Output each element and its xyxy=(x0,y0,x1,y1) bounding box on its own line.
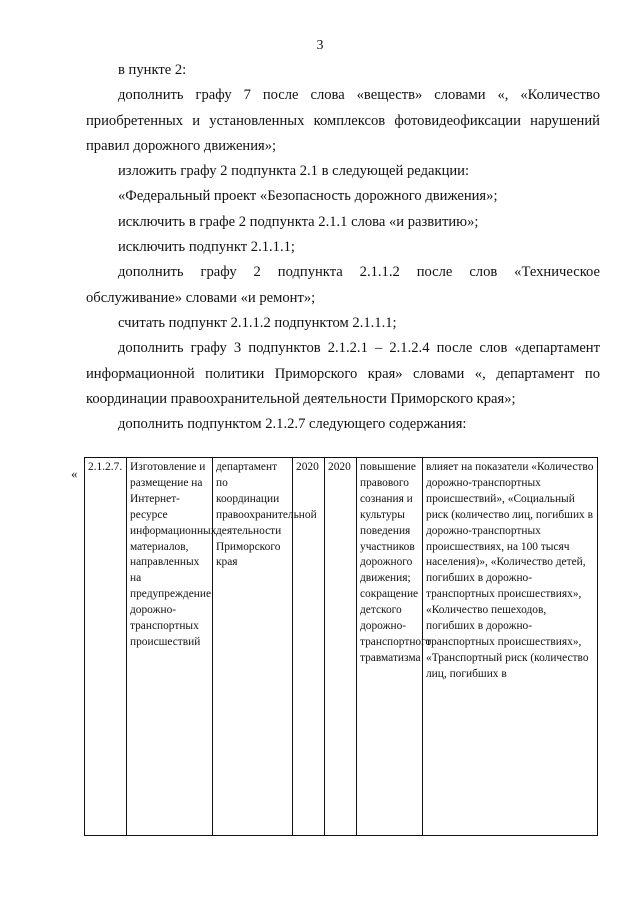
paragraph-exclude-words: исключить в графе 2 подпункта 2.1.1 слова «и развитию»; xyxy=(118,213,479,230)
paragraph-add-department: дополнить графу 3 подпунктов 2.1.2.1 – 2.1.2.4 после слов «департамент информационной политики Приморского края» словами «, департамент по координации правоохранительной деятельности Приморского края»; xyxy=(86,340,600,407)
cell-executor: департамент по координации правоохранительной деятельности Приморского края xyxy=(213,458,293,836)
cell-result: повышение правового сознания и культуры поведения участников дорожного движения; сокращение детского дорожно-транспортного травматизма xyxy=(357,458,423,836)
paragraph-add-repair: дополнить графу 2 подпункта 2.1.1.2 после слов «Техническое обслуживание» словами «и ремонт»; xyxy=(86,264,600,306)
paragraph-renumber: считать подпункт 2.1.1.2 подпунктом 2.1.1.1; xyxy=(118,314,397,331)
cell-impact: влияет на показатели «Количество дорожно-транспортных происшествий», «Социальный риск (количество лиц, погибших в дорожно-транспортных происшествиях, на 100 тысяч населения)», «Количество детей, погибших в дорожно-транспортных происшествиях», «Количество пешеходов, погибших в дорожно-транспортных происшествиях», «Транспортный риск (количество лиц, погибших в xyxy=(423,458,598,836)
paragraph-item-2: в пункте 2: xyxy=(118,62,187,78)
table-row xyxy=(85,458,598,836)
paragraph-column-7: дополнить графу 7 после слова «веществ» словами «, «Количество приобретенных и установленных комплексов фотовидеофиксации нарушений правил дорожного движения»; xyxy=(86,87,600,154)
page-number: 3 xyxy=(316,38,324,53)
paragraph-exclude-subitem: исключить подпункт 2.1.1.1; xyxy=(118,239,295,256)
paragraph-column-2-edit: изложить графу 2 подпункта 2.1 в следующей редакции: xyxy=(118,163,470,180)
paragraph-federal-project: «Федеральный проект «Безопасность дорожного движения»; xyxy=(118,188,498,205)
cell-number: 2.1.2.7. xyxy=(85,458,127,836)
subitem-table xyxy=(84,457,598,836)
paragraph-add-subitem: дополнить подпунктом 2.1.2.7 следующего содержания: xyxy=(118,416,467,433)
cell-year-start: 2020 xyxy=(293,458,325,836)
cell-year-end: 2020 xyxy=(325,458,357,836)
table-open-quote: « xyxy=(71,466,78,481)
cell-name: Изготовление и размещение на Интернет-ресурсе информационных материалов, направленных на предупреждение дорожно-транспортных происшествий xyxy=(127,458,213,836)
document-body xyxy=(86,58,600,437)
